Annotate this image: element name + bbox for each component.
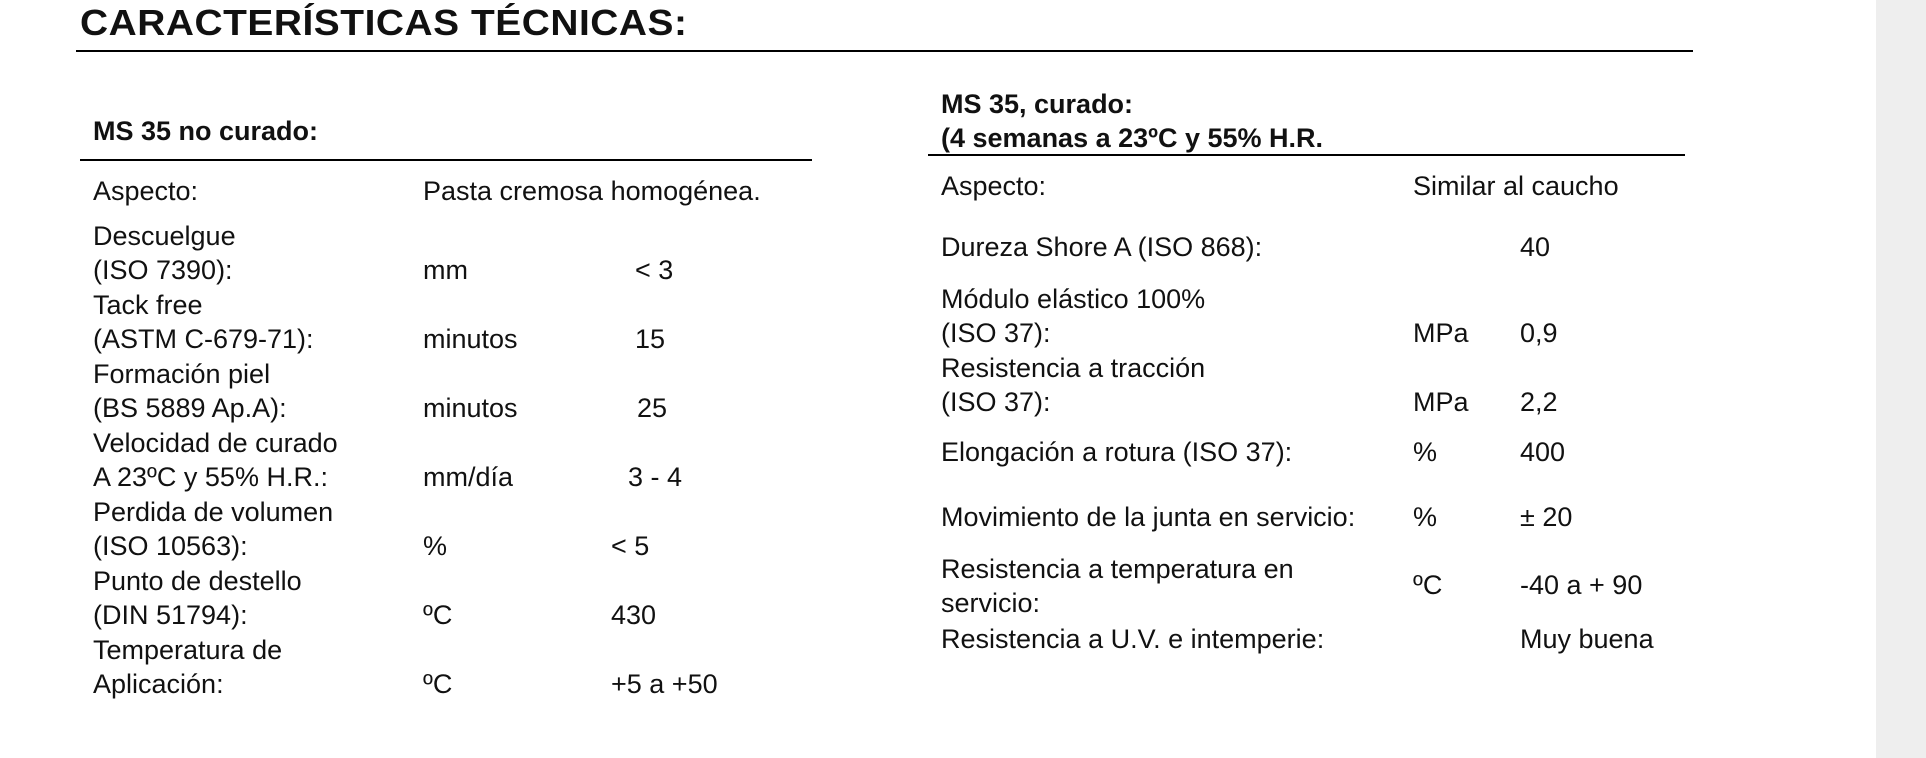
uncured-row-1-unit: mm (423, 255, 468, 285)
cured-row-7-label: Resistencia a U.V. e intemperie: (941, 624, 1325, 654)
uncured-divider (80, 159, 812, 161)
cured-row-6-label-a: Resistencia a temperatura en (941, 554, 1294, 584)
cured-heading-line-2: (4 semanas a 23ºC y 55% H.R. (941, 123, 1324, 153)
uncured-row-4-value: 3 - 4 (628, 462, 683, 492)
uncured-row-2-value: 15 (635, 324, 666, 354)
uncured-row-7-value: +5 a +50 (611, 669, 718, 699)
uncured-row-2-label-a: Tack free (93, 290, 203, 320)
uncured-row-7-label-b: Aplicación: (93, 669, 224, 699)
cured-row-7-value: Muy buena (1520, 624, 1654, 654)
cured-row-4-label: Elongación a rotura (ISO 37): (941, 437, 1293, 467)
page-margin-strip (1876, 0, 1926, 758)
page-title: CARACTERÍSTICAS TÉCNICAS: (80, 2, 688, 43)
cured-row-4-value: 400 (1520, 437, 1566, 467)
cured-row-0-unit: Similar al caucho (1413, 171, 1619, 201)
uncured-row-6-unit: ºC (423, 600, 453, 630)
cured-row-0-label: Aspecto: (941, 171, 1047, 201)
cured-row-3-value: 2,2 (1520, 387, 1558, 417)
cured-row-3-unit: MPa (1413, 387, 1469, 417)
uncured-row-5-label-a: Perdida de volumen (93, 497, 334, 527)
uncured-row-2-label-b: (ASTM C-679-71): (93, 324, 314, 354)
uncured-row-1-label-b: (ISO 7390): (93, 255, 233, 285)
uncured-row-5-label-b: (ISO 10563): (93, 531, 248, 561)
uncured-row-3-value: 25 (637, 393, 668, 423)
cured-row-1-label: Dureza Shore A (ISO 868): (941, 232, 1263, 262)
cured-row-2-label-a: Módulo elástico 100% (941, 284, 1206, 314)
cured-row-5-label: Movimiento de la junta en servicio: (941, 502, 1356, 532)
uncured-row-2-unit: minutos (423, 324, 518, 354)
uncured-row-3-label-b: (BS 5889 Ap.A): (93, 393, 287, 423)
cured-divider (928, 154, 1685, 156)
uncured-row-3-unit: minutos (423, 393, 518, 423)
cured-row-6-label-b: servicio: (941, 588, 1041, 618)
cured-row-2-value: 0,9 (1520, 318, 1558, 348)
uncured-row-6-label-a: Punto de destello (93, 566, 302, 596)
uncured-row-0-label: Aspecto: (93, 176, 199, 206)
uncured-row-1-value: < 3 (635, 255, 674, 285)
uncured-row-7-label-a: Temperatura de (93, 635, 283, 665)
cured-row-4-unit: % (1413, 437, 1438, 467)
cured-row-2-label-b: (ISO 37): (941, 318, 1051, 348)
cured-row-5-unit: % (1413, 502, 1438, 532)
uncured-row-0-unit: Pasta cremosa homogénea. (423, 176, 761, 206)
uncured-row-5-unit: % (423, 531, 448, 561)
uncured-row-1-label-a: Descuelgue (93, 221, 236, 251)
cured-row-6-value: -40 a + 90 (1520, 570, 1643, 600)
cured-row-3-label-b: (ISO 37): (941, 387, 1051, 417)
cured-row-3-label-a: Resistencia a tracción (941, 353, 1206, 383)
uncured-row-7-unit: ºC (423, 669, 453, 699)
cured-row-6-unit: ºC (1413, 570, 1443, 600)
uncured-row-3-label-a: Formación piel (93, 359, 271, 389)
uncured-row-5-value: < 5 (611, 531, 650, 561)
uncured-row-6-label-b: (DIN 51794): (93, 600, 248, 630)
cured-row-5-value: ± 20 (1520, 502, 1573, 532)
cured-heading-line-1: MS 35, curado: (941, 89, 1134, 119)
uncured-row-4-label-a: Velocidad de curado (93, 428, 338, 458)
uncured-row-4-unit: mm/día (423, 462, 514, 492)
title-divider (76, 50, 1693, 52)
cured-row-2-unit: MPa (1413, 318, 1469, 348)
uncured-heading: MS 35 no curado: (93, 116, 319, 146)
cured-row-1-value: 40 (1520, 232, 1551, 262)
uncured-row-6-value: 430 (611, 600, 657, 630)
uncured-row-4-label-b: A 23ºC y 55% H.R.: (93, 462, 328, 492)
